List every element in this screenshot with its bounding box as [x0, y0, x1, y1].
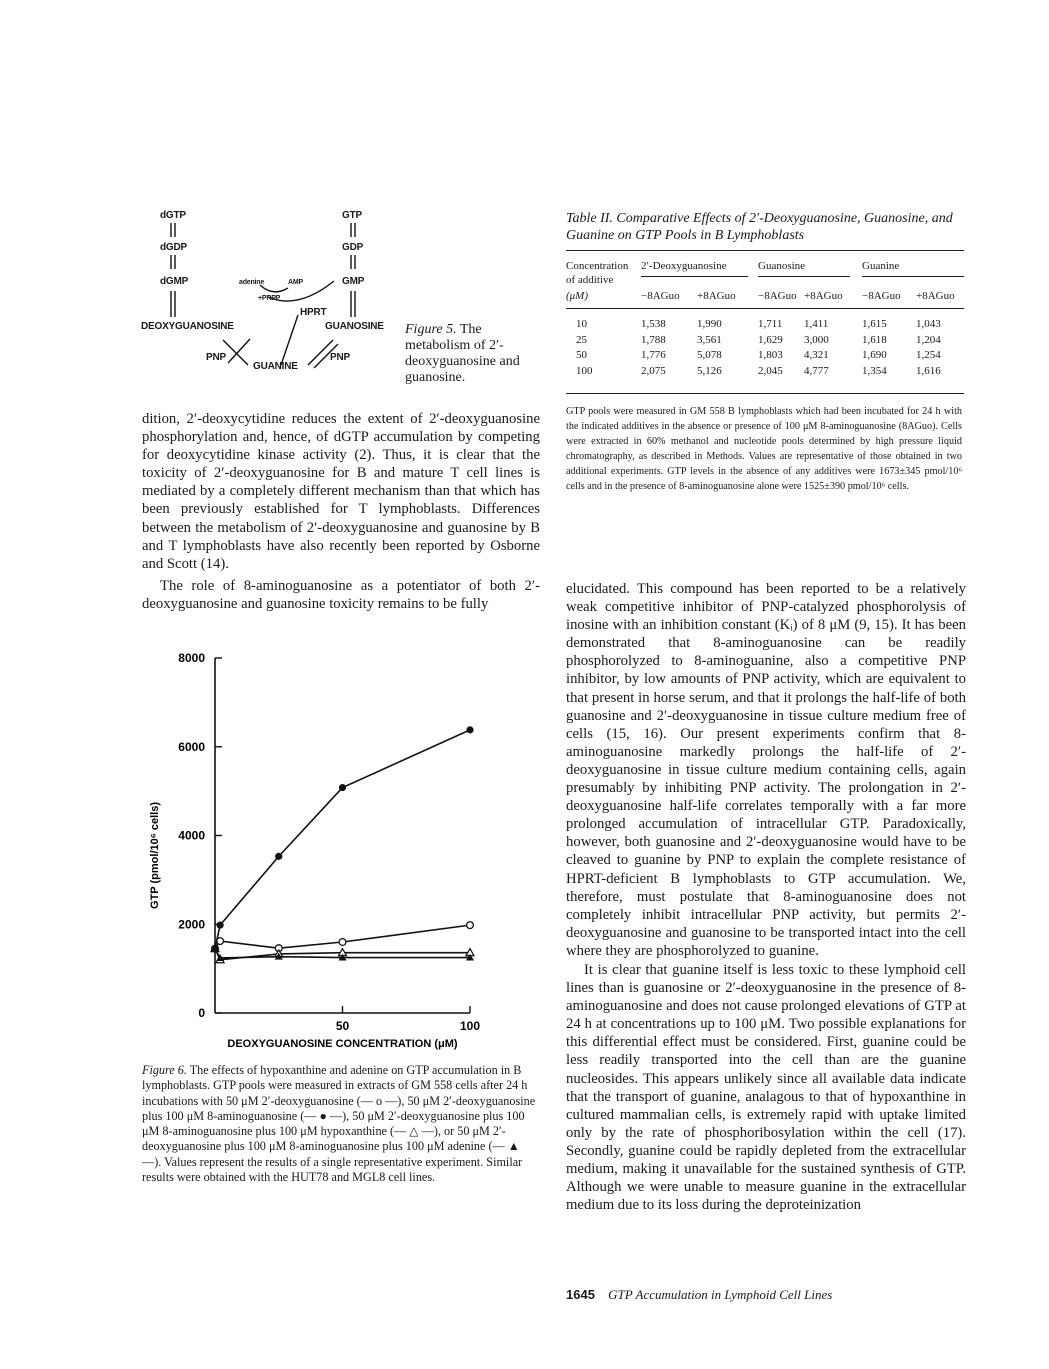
node-dgmp: dGMP [160, 276, 189, 287]
left-paragraph-2: The role of 8-aminoguanosine as a potentiator of both 2′-deoxyguanosine and guanosine toxicity remains to be fully [142, 578, 540, 613]
node-guanine: GUANINE [253, 361, 298, 372]
right-paragraph-2: It is clear that guanine itself is less toxic to these lymphoid cell lines than is guanosine or 2′-deoxyguanosine in the presence of 8-aminoguanosine and does not cause prolonged elevations of GTP at 24 h at concentrations up to 100 μM. Two possible explanations for this differential effect must be considered. First, guanine could be less readily transported into the cell than are the guanine nucleosides. This appears unlikely since all available data indicate that the transport of guanine, analagous to that of hypoxanthine in cultured mammalian cells, is extremely rapid with uptake limited only by the rate of phosphoribosylation within the cell (17). Secondly, guanine could be rapidly depleted from the extracellular medium, making it unavailable for the sustained synthesis of GTP. Although we were unable to measure guanine in the extracellular medium due to its loss during the deproteinization [566, 962, 966, 1214]
table-cell: 5,126 [697, 364, 722, 377]
table-rule-header [566, 308, 964, 309]
node-gtp: GTP [342, 210, 362, 221]
table-cell: 1,711 [758, 318, 783, 330]
running-title: GTP Accumulation in Lymphoid Cell Lines [608, 1287, 833, 1302]
table-rule-top [566, 250, 964, 251]
table-cell: 1,690 [862, 349, 887, 361]
figure-5-label: Figure 5. [405, 322, 457, 337]
figure-6-label: Figure 6. [142, 1063, 187, 1077]
x-tick-label: 50 [335, 1019, 350, 1033]
node-adenine: adenine [239, 279, 265, 286]
y-axis-label: GTP (pmol/10⁶ cells) [149, 802, 161, 909]
table-2-title: Table II. Comparative Effects of 2′-Deoxyguanosine, Guanosine, and Guanine on GTP Pools in B Lymphoblasts [566, 211, 953, 243]
figure-6-caption [142, 1063, 540, 1185]
y-tick-label: 4000 [178, 828, 205, 843]
node-gdp: GDP [342, 242, 364, 253]
table-cell: 4,777 [804, 364, 829, 377]
table-subcol: +8AGuo [697, 290, 736, 302]
point-filled-circle [275, 853, 282, 860]
left-paragraph-1: dition, 2′-deoxycytidine reduces the extent of 2′-deoxyguanosine phosphorylation and, hence, of dGTP accumulation by competing for deoxycytidine kinase activity (2). Thus, it is clear that the toxicity of 2′-deoxyguanosine for B and mature T cell lines is mediated by a completely different mechanism than that which has been previously established for T lymphoblasts. Differences between the metabolism of 2′-deoxyguanosine and guanosine by B and T lymphoblasts have also recently been reported by Osborne and Scott (14). [142, 411, 540, 572]
table-cell: 1,538 [641, 318, 666, 330]
table-row-concentration: 100 [576, 364, 593, 377]
table-cell: 1,776 [641, 349, 666, 361]
table-2-footnote: GTP pools were measured in GM 558 B lymphoblasts which had been incubated for 24 h with the indicated additives in the absence or presence of 100 μM 8-aminoguanosine (8AGuo). Cells were extracted in 60% methanol and nucleotide pools determined by high pressure liquid chromatography, as described in Methods. Values are representative of those obtained in two additional experiments. GTP levels in the absence of any additives were 1673±345 pmol/10⁶ cells and in the presence of 8-aminoguanosine alone were 1525±390 pmol/10⁶ cells. [566, 406, 962, 492]
group-rule-3 [862, 276, 964, 277]
series-line-filled-circle [215, 730, 470, 949]
table-cell: 1,618 [862, 333, 887, 346]
node-pnp-right: PNP [330, 352, 350, 363]
y-tick-label: 6000 [178, 739, 205, 754]
table-subcol: +8AGuo [916, 290, 955, 302]
table-row-concentration: 10 [576, 318, 587, 330]
figure-5-diagram [138, 205, 398, 380]
node-dgtp: dGTP [160, 210, 186, 221]
table-subcol: +8AGuo [804, 290, 843, 302]
table-cell: 1,788 [641, 333, 666, 346]
table-header-concentration: Concentration [566, 260, 629, 272]
node-hprt: HPRT [300, 307, 327, 318]
x-tick-label: 100 [459, 1019, 481, 1033]
table-group-guanine: Guanine [862, 260, 900, 272]
table-cell: 2,075 [641, 364, 666, 377]
page-number: 1645 [566, 1287, 595, 1302]
table-cell: 5,078 [697, 349, 722, 361]
table-subcol: −8AGuo [641, 290, 680, 302]
x-axis-label: DEOXYGUANOSINE CONCENTRATION (μM) [227, 1038, 458, 1050]
pathway-arrows [138, 205, 398, 380]
table-row-concentration: 25 [576, 333, 587, 346]
node-deoxyguanosine: DEOXYGUANOSINE [141, 321, 234, 332]
node-amp: AMP [288, 279, 303, 286]
node-dgdp: dGDP [160, 242, 187, 253]
y-tick-label: 8000 [178, 651, 205, 665]
table-cell: 3,561 [697, 333, 722, 346]
figure-6-caption-text: The effects of hypoxanthine and adenine on GTP accumulation in B lymphoblasts. GTP pools were measured in extracts of GM 558 cells after 24 h incubations with 50 μM 2′-deoxyguanosine (— o —), 50 μM 2′-deoxyguanosine plus 100 μM 8-aminoguanosine (— ● —), 50 μM 2′-deoxyguanosine plus 100 μM 8-aminoguanosine plus 100 μM hypoxanthine (— △ —), or 50 μM 2′-deoxyguanosine plus 100 μM 8-aminoguanosine plus 100 μM adenine (— ▲ —). Values represent the results of a single representative experiment. Similar results were obtained with the HUT78 and MGL8 cell lines. [142, 1063, 536, 1185]
point-filled-circle [466, 726, 473, 733]
table-cell: 1,354 [862, 364, 887, 377]
table-subcol: −8AGuo [758, 290, 797, 302]
point-filled-circle [217, 922, 224, 929]
table-cell: 1,411 [804, 318, 829, 330]
group-rule-2 [758, 276, 850, 277]
figure-6-chart [140, 640, 495, 1050]
table-rule-bottom [566, 393, 964, 394]
table-cell: 1,204 [916, 333, 941, 346]
figure-5-caption-text: The metabolism of 2′-deoxyguanosine and guanosine. [405, 322, 520, 385]
table-cell: 1,803 [758, 349, 783, 361]
page-footer [566, 1287, 832, 1303]
table-cell: 1,254 [916, 349, 941, 361]
table-header-unit: (μM) [566, 290, 589, 302]
right-paragraph-1: elucidated. This compound has been reported to be a relatively weak competitive inhibitor of PNP-catalyzed phosphorolysis of inosine with an inhibition constant (Kᵢ) of 8 μM (9, 15). It has been demonstrated that 8-aminoguanosine can be readily phosphorolyzed to 8-aminoguanine, also a competitive PNP inhibitor, by low amounts of PNP activity, which are equivalent to that present in horse serum, and that it prolongs the half-life of both guanosine and 2′-deoxyguanosine in tissue culture medium free of cells (15, 16). Our present experiments confirm that 8-aminoguanosine markedly prolongs the half-life of 2′-deoxyguanosine in tissue culture medium containing cells, again presumably by inhibiting PNP activity. The prolongation in 2′-deoxyguanosine half-life correlates temporally with a far more prolonged accumulation of intracellular GTP. Paradoxically, however, both guanosine and 2′-deoxyguanosine would have to be cleaved to guanine by PNP to explain the complete resistance of HPRT-deficient B lymphoblasts to GTP accumulation. We, therefore, must postulate that 8-aminoguanosine does not completely inhibit intracellular PNP activity, but permits 2′-deoxyguanosine and guanosine to be transported intact into the cell where they are phosphorolyzed to guanine. [566, 581, 966, 959]
table-cell: 4,321 [804, 349, 829, 361]
node-gmp: GMP [342, 276, 365, 287]
y-tick-label: 2000 [178, 917, 205, 932]
table-cell: 3,000 [804, 333, 829, 346]
node-prpp: +PRPP [258, 295, 281, 302]
node-guanosine: GUANOSINE [325, 321, 384, 332]
point-open-circle [339, 939, 346, 946]
table-group-guanosine: Guanosine [758, 260, 806, 272]
table-cell: 1,615 [862, 318, 887, 330]
point-filled-circle [339, 784, 346, 791]
table-group-deoxyguanosine: 2′-Deoxyguanosine [641, 260, 727, 272]
table-row-concentration: 50 [576, 349, 587, 361]
table-cell: 2,045 [758, 364, 783, 377]
y-tick-label: 0 [198, 1006, 205, 1020]
group-rule-1 [641, 276, 748, 277]
chart-canvas [140, 640, 495, 1050]
node-pnp-left: PNP [206, 352, 226, 363]
table-cell: 1,043 [916, 318, 941, 330]
table-cell: 1,616 [916, 364, 941, 377]
figure-5-caption [405, 322, 540, 386]
table-header-of-additive: of additive [566, 274, 614, 286]
point-open-circle [467, 922, 474, 929]
table-cell: 1,629 [758, 333, 783, 346]
table-subcol: −8AGuo [862, 290, 901, 302]
table-cell: 1,990 [697, 318, 722, 330]
